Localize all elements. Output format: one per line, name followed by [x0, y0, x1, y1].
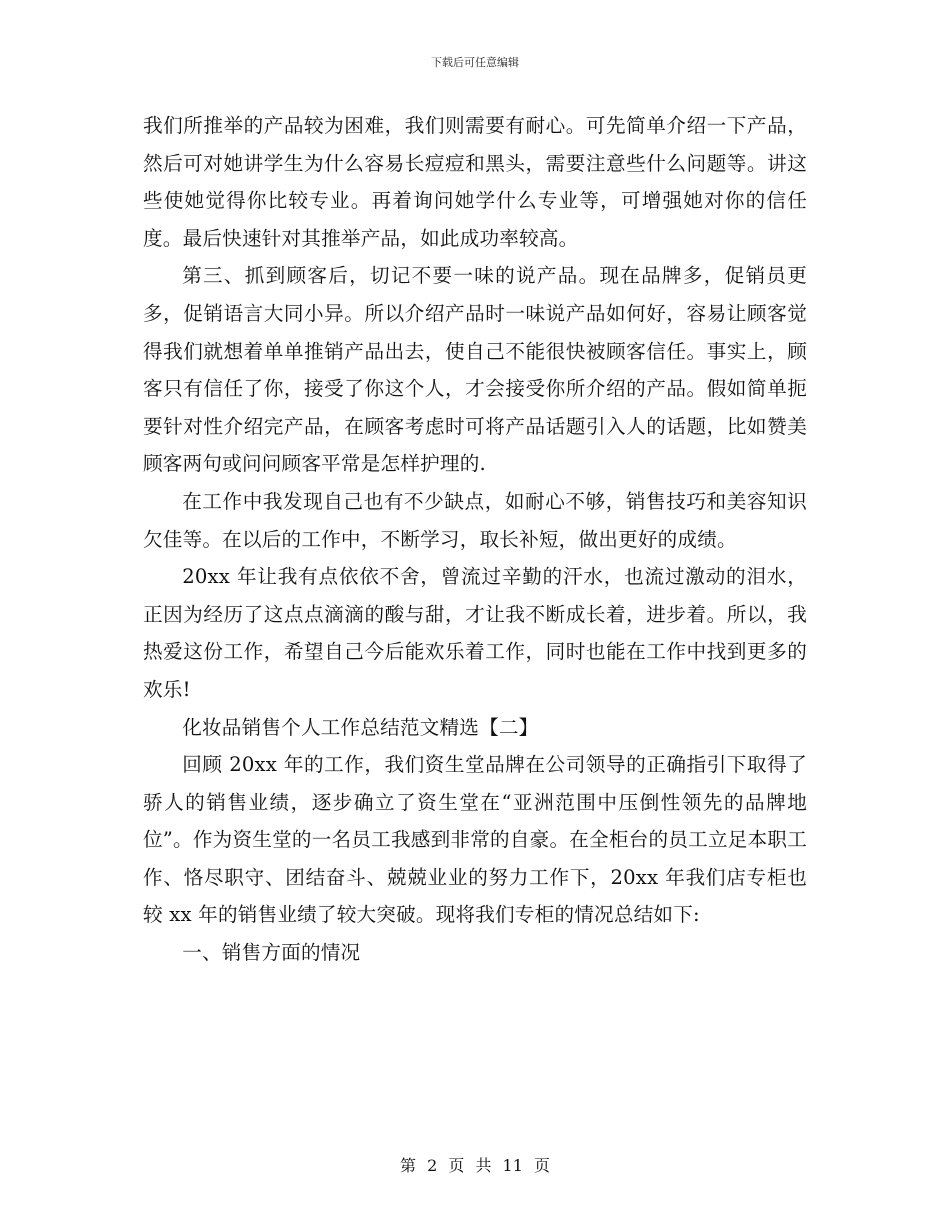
document-body — [143, 107, 807, 972]
paragraph-review: 回顾 20xx 年的工作，我们资生堂品牌在公司领导的正确指引下取得了骄人的销售业绩，逐步确立了资生堂在“亚洲范围中压倒性领先的品牌地位”。作为资生堂的一名员工我感到非常的自豪。在全柜台的员工立足本职工作、恪尽职守、团结奋斗、兢兢业业的努力工作下，20xx 年我们店专柜也较 xx 年的销售业绩了较大突破。现将我们专柜的情况总结如下: — [143, 753, 807, 927]
page-header-note: 下载后可任意编辑 — [431, 56, 519, 69]
page-number-footer: 第 2 页 共 11 页 — [400, 1156, 550, 1175]
paragraph-year-reflection: 20xx 年让我有点依依不舍，曾流过辛勤的汗水，也流过激动的泪水，正因为经历了这点点滴滴的酸与甜，才让我不断成长着，进步着。所以，我热爱这份工作，希望自己今后能欢乐着工作，同时也能在工作中找到更多的欢乐! — [143, 565, 807, 701]
section-title-two: 化妆品销售个人工作总结范文精选【二】 — [182, 715, 539, 739]
paragraph-continued: 我们所推举的产品较为困难，我们则需要有耐心。可先简单介绍一下产品，然后可对她讲学生为什么容易长痘痘和黑头，需要注意些什么问题等。讲这些使她觉得你比较专业。再着询问她学什么专业等，可增强她对你的信任度。最后快速针对其推举产品，如此成功率较高。 — [143, 114, 807, 250]
paragraph-shortcomings: 在工作中我发现自己也有不少缺点，如耐心不够，销售技巧和美容知识欠佳等。在以后的工作中，不断学习，取长补短，做出更好的成绩。 — [143, 489, 807, 551]
subsection-heading-sales: 一、销售方面的情况 — [182, 941, 361, 965]
paragraph-third-point: 第三、抓到顾客后，切记不要一味的说产品。现在品牌多，促销员更多，促销语言大同小异。所以介绍产品时一味说产品如何好，容易让顾客觉得我们就想着单单推销产品出去，使自己不能很快被顾客信任。事实上，顾客只有信任了你，接受了你这个人，才会接受你所介绍的产品。假如简单扼要针对性介绍完产品，在顾客考虑时可将产品话题引入人的话题，比如赞美顾客两句或问问顾客平常是怎样护理的. — [143, 264, 807, 476]
